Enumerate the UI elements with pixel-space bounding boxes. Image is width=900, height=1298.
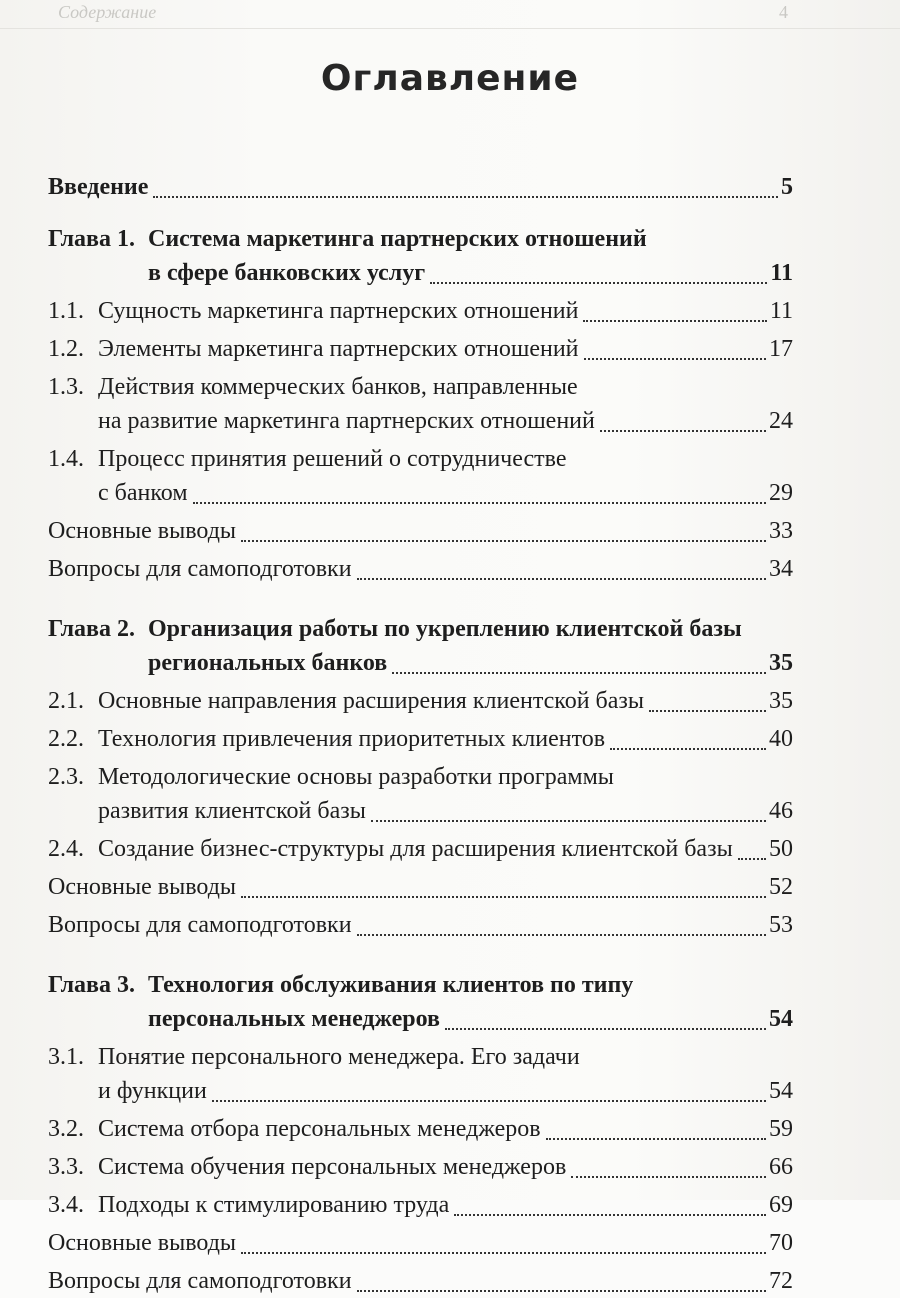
chapter-label: Глава 2. <box>48 616 135 642</box>
chapter-3 <box>48 968 793 1298</box>
section-title: Создание бизнес-структуры для расширения клиентской базы <box>98 836 733 862</box>
dot-leader <box>584 334 766 360</box>
section-page: 69 <box>769 1192 793 1218</box>
section-title-line2: с банком <box>98 480 188 506</box>
section-1-2[interactable] <box>48 332 793 366</box>
dot-leader <box>392 648 766 674</box>
section-page: 24 <box>769 408 793 434</box>
chapter-label: Глава 1. <box>48 226 135 252</box>
conclusions-label: Основные выводы <box>48 874 237 900</box>
section-title-line2: на развитие маркетинга партнерских отношений <box>98 408 595 434</box>
conclusions-page: 52 <box>769 874 793 900</box>
dot-leader <box>546 1114 766 1140</box>
section-title: Технология привлечения приоритетных клиентов <box>98 726 606 752</box>
section-2-2[interactable] <box>48 722 793 756</box>
questions-page: 72 <box>769 1268 793 1294</box>
questions-page: 34 <box>769 556 793 582</box>
section-1-3[interactable] <box>48 370 793 438</box>
chapter-page: 54 <box>769 1006 793 1032</box>
dot-leader <box>610 724 766 750</box>
running-title: Содержание <box>58 2 157 22</box>
section-1-4[interactable] <box>48 442 793 510</box>
section-page: 29 <box>769 480 793 506</box>
questions-label: Вопросы для самоподготовки <box>48 556 352 582</box>
section-title-line1: Методологические основы разработки программы <box>98 764 614 790</box>
chapter-title-line2: в сфере банковских услуг <box>148 260 426 286</box>
section-page: 35 <box>769 688 793 714</box>
section-3-4[interactable] <box>48 1188 793 1222</box>
section-page: 59 <box>769 1116 793 1142</box>
dot-leader <box>357 554 766 580</box>
chapter-2 <box>48 612 793 942</box>
section-page: 40 <box>769 726 793 752</box>
dot-leader <box>193 478 766 504</box>
toc-entry-intro[interactable] <box>48 170 793 204</box>
section-title: Элементы маркетинга партнерских отношений <box>98 336 579 362</box>
section-number: 3.4. <box>48 1192 84 1218</box>
dot-leader <box>454 1190 766 1216</box>
chapter-title-line1: Технология обслуживания клиентов по типу <box>148 972 634 998</box>
page-number: 4 <box>779 2 788 22</box>
dot-leader <box>600 406 766 432</box>
section-title-line1: Процесс принятия решений о сотрудничестве <box>98 446 567 472</box>
section-2-3[interactable] <box>48 760 793 828</box>
section-number: 1.3. <box>48 374 84 400</box>
dot-leader <box>738 834 766 860</box>
section-title-line1: Действия коммерческих банков, направленные <box>98 374 578 400</box>
conclusions-label: Основные выводы <box>48 1230 237 1256</box>
chapter-label: Глава 3. <box>48 972 135 998</box>
section-2-1[interactable] <box>48 684 793 718</box>
section-page: 17 <box>769 336 793 362</box>
dot-leader <box>241 1228 766 1254</box>
dot-leader <box>649 686 766 712</box>
table-of-contents <box>48 170 793 1298</box>
section-title-line2: и функции <box>98 1078 207 1104</box>
section-title: Система обучения персональных менеджеров <box>98 1154 567 1180</box>
chapter-page: 35 <box>769 650 793 676</box>
conclusions-page: 70 <box>769 1230 793 1256</box>
dot-leader <box>153 172 778 198</box>
questions-label: Вопросы для самоподготовки <box>48 1268 352 1294</box>
chapter-conclusions[interactable] <box>48 1226 793 1260</box>
section-title-line2: развития клиентской базы <box>98 798 366 824</box>
section-number: 1.2. <box>48 336 84 362</box>
dot-leader <box>241 516 766 542</box>
chapter-page: 11 <box>770 260 793 286</box>
section-page: 66 <box>769 1154 793 1180</box>
dot-leader <box>430 258 767 284</box>
section-title: Подходы к стимулированию труда <box>98 1192 450 1218</box>
section-title-line1: Понятие персонального менеджера. Его задачи <box>98 1044 580 1070</box>
chapter-1 <box>48 222 793 586</box>
dot-leader <box>571 1152 766 1178</box>
conclusions-label: Основные выводы <box>48 518 237 544</box>
chapter-title-line1: Система маркетинга партнерских отношений <box>148 226 647 252</box>
chapter-conclusions[interactable] <box>48 870 793 904</box>
chapter-3-heading[interactable] <box>48 968 793 1036</box>
section-page: 50 <box>769 836 793 862</box>
chapter-title-line2: региональных банков <box>148 650 388 676</box>
section-page: 54 <box>769 1078 793 1104</box>
chapter-title-line2: персональных менеджеров <box>148 1006 440 1032</box>
section-title: Основные направления расширения клиентской базы <box>98 688 644 714</box>
section-number: 2.2. <box>48 726 84 752</box>
chapter-questions[interactable] <box>48 1264 793 1298</box>
section-page: 46 <box>769 798 793 824</box>
section-number: 3.1. <box>48 1044 84 1070</box>
section-1-1[interactable] <box>48 294 793 328</box>
chapter-1-heading[interactable] <box>48 222 793 290</box>
conclusions-page: 33 <box>769 518 793 544</box>
running-header <box>0 0 900 29</box>
chapter-questions[interactable] <box>48 908 793 942</box>
chapter-conclusions[interactable] <box>48 514 793 548</box>
chapter-2-heading[interactable] <box>48 612 793 680</box>
section-number: 1.4. <box>48 446 84 472</box>
dot-leader <box>445 1004 766 1030</box>
section-number: 1.1. <box>48 298 84 324</box>
page-title: Оглавление <box>320 58 580 99</box>
section-number: 3.2. <box>48 1116 84 1142</box>
chapter-title-line1: Организация работы по укреплению клиентской базы <box>148 616 742 642</box>
section-3-1[interactable] <box>48 1040 793 1108</box>
intro-label: Введение <box>48 174 149 200</box>
dot-leader <box>583 296 766 322</box>
section-number: 2.1. <box>48 688 84 714</box>
dot-leader <box>357 910 766 936</box>
dot-leader <box>241 872 766 898</box>
intro-page: 5 <box>781 174 793 200</box>
questions-label: Вопросы для самоподготовки <box>48 912 352 938</box>
section-number: 2.3. <box>48 764 84 790</box>
section-3-2[interactable] <box>48 1112 793 1146</box>
dot-leader <box>212 1076 766 1102</box>
section-number: 2.4. <box>48 836 84 862</box>
dot-leader <box>371 796 766 822</box>
section-title: Сущность маркетинга партнерских отношений <box>98 298 579 324</box>
section-3-3[interactable] <box>48 1150 793 1184</box>
section-page: 11 <box>769 298 793 324</box>
dot-leader <box>357 1266 766 1292</box>
questions-page: 53 <box>769 912 793 938</box>
section-2-4[interactable] <box>48 832 793 866</box>
chapter-questions[interactable] <box>48 552 793 586</box>
section-number: 3.3. <box>48 1154 84 1180</box>
section-title: Система отбора персональных менеджеров <box>98 1116 541 1142</box>
